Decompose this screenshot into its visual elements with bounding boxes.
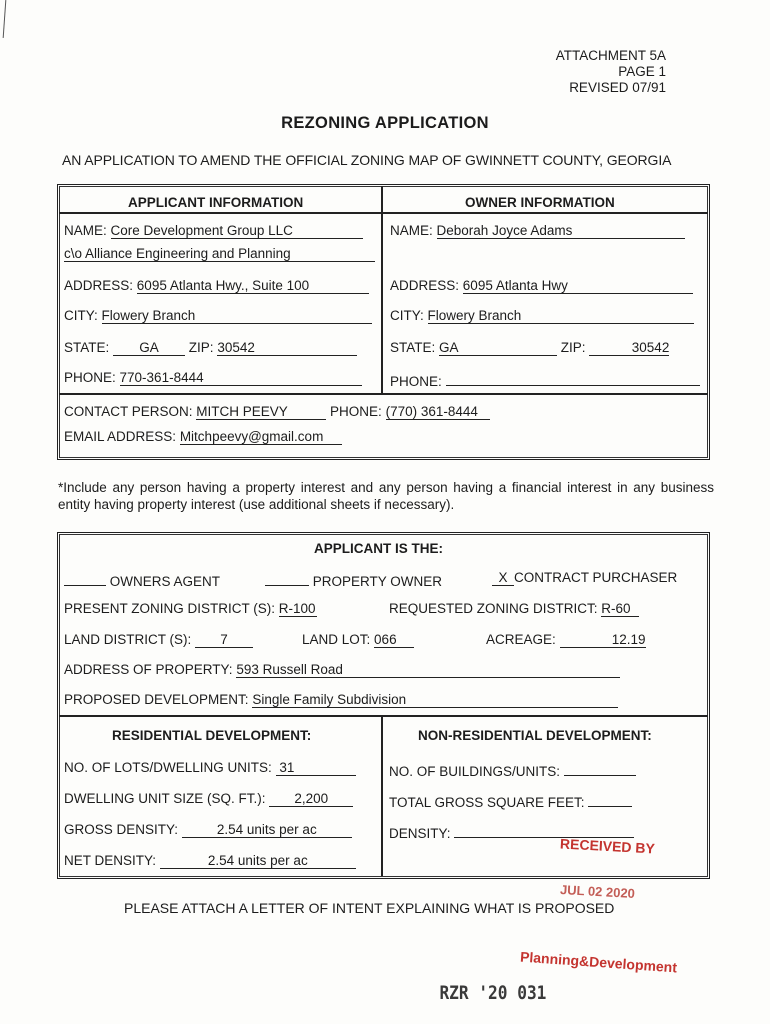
- department-stamp: Planning&Development: [519, 948, 678, 976]
- owner-address-row: [390, 278, 693, 294]
- net-density-row: [64, 853, 356, 869]
- total-sqft-row: [389, 791, 632, 810]
- nonres-density-label: DENSITY:: [389, 826, 451, 841]
- total-sqft-label: TOTAL GROSS SQUARE FEET:: [389, 795, 585, 810]
- subtitle: AN APPLICATION TO AMEND THE OFFICIAL ZONING MAP OF GWINNETT COUNTY, GEORGIA: [62, 152, 672, 168]
- owner-city-value: Flowery Branch: [427, 308, 522, 323]
- applicant-name-row: [64, 223, 363, 239]
- owner-address-value: 6095 Atlanta Hwy: [462, 278, 568, 293]
- applicant-zip-value: 30542: [217, 340, 255, 355]
- applicant-address-value: 6095 Atlanta Hwy., Suite 100: [136, 278, 310, 293]
- attachment-label: ATTACHMENT 5A: [555, 48, 666, 63]
- applicant-is-heading: APPLICANT IS THE:: [314, 541, 444, 556]
- contract-purchaser-option: [492, 570, 677, 586]
- contact-person-row: [64, 404, 490, 420]
- applicant-address-label: ADDRESS:: [64, 278, 134, 293]
- applicant-state-label: STATE:: [64, 340, 110, 355]
- requested-zoning-label: REQUESTED ZONING DISTRICT:: [389, 601, 598, 616]
- gross-density-row: [64, 822, 352, 838]
- present-zoning-row: [64, 601, 317, 617]
- development-divider: [59, 715, 708, 717]
- acreage-value: 12.19: [611, 632, 646, 647]
- acreage-row: [486, 632, 646, 648]
- owner-address-label: ADDRESS:: [390, 278, 460, 293]
- development-column-divider: [381, 716, 383, 876]
- lots-row: [64, 760, 356, 776]
- owner-name-value: Deborah Joyce Adams: [436, 223, 573, 238]
- contract-purchaser-label: CONTRACT PURCHASER: [514, 570, 678, 585]
- applicant-city-value: Flowery Branch: [101, 308, 196, 323]
- case-number: RZR '20 031: [439, 982, 547, 1004]
- contact-phone-label: PHONE:: [330, 404, 382, 419]
- unit-size-row: [64, 791, 353, 807]
- contact-email-label: EMAIL ADDRESS:: [64, 429, 177, 444]
- contact-email-row: [64, 429, 342, 445]
- net-density-label: NET DENSITY:: [64, 853, 157, 868]
- applicant-name-label: NAME:: [64, 223, 107, 238]
- revised-label: REVISED 07/91: [569, 80, 666, 95]
- residential-heading: RESIDENTIAL DEVELOPMENT:: [112, 728, 312, 743]
- property-owner-option: [265, 570, 442, 589]
- contact-phone-value: (770) 361-8444: [385, 404, 478, 419]
- owner-city-row: [390, 308, 694, 324]
- heading-divider: [59, 212, 708, 214]
- land-lot-value: 066: [374, 632, 397, 647]
- applicant-city-row: [64, 308, 372, 324]
- lots-value: 31: [279, 760, 295, 775]
- property-address-value: 593 Russell Road: [236, 662, 343, 677]
- owner-phone-label: PHONE:: [390, 374, 442, 389]
- land-lot-row: [302, 632, 414, 648]
- owners-agent-label: OWNERS AGENT: [109, 574, 221, 589]
- column-divider: [381, 186, 383, 394]
- acreage-label: ACREAGE:: [486, 632, 556, 647]
- owner-city-label: CITY:: [390, 308, 424, 323]
- buildings-row: [389, 760, 636, 779]
- property-interest-note: *Include any person having a property interest and any person having a financial interest in any business entity having property interest (use additional sheets if necessary).: [58, 480, 714, 512]
- applicant-zip-label: ZIP:: [188, 340, 214, 355]
- contact-email-value: Mitchpeevy@gmail.com: [179, 429, 324, 444]
- received-date-stamp: JUL 02 2020: [559, 882, 636, 901]
- contact-person-label: CONTACT PERSON:: [64, 404, 193, 419]
- owner-zip-label: ZIP:: [560, 340, 586, 355]
- requested-zoning-row: [389, 601, 639, 617]
- property-address-label: ADDRESS OF PROPERTY:: [64, 662, 233, 677]
- applicant-heading: APPLICANT INFORMATION: [128, 195, 304, 210]
- owner-state-label: STATE:: [390, 340, 436, 355]
- applicant-name-value: Core Development Group LLC: [110, 223, 293, 238]
- property-owner-label: PROPERTY OWNER: [312, 574, 443, 589]
- contact-divider: [59, 393, 708, 395]
- applicant-phone-label: PHONE:: [64, 370, 116, 385]
- scan-edge-line: [3, 0, 7, 38]
- letter-of-intent-note: PLEASE ATTACH A LETTER OF INTENT EXPLAINING WHAT IS PROPOSED: [124, 900, 615, 916]
- received-stamp: RECEIVED BY: [559, 835, 656, 857]
- present-zoning-label: PRESENT ZONING DISTRICT (S):: [64, 601, 276, 616]
- unit-size-label: DWELLING UNIT SIZE (SQ. FT.):: [64, 791, 266, 806]
- net-density-value: 2.54 units per ac: [207, 853, 308, 868]
- applicant-phone-value: 770-361-8444: [119, 370, 204, 385]
- property-address-row: [64, 662, 620, 678]
- applicant-state-value: GA: [139, 340, 159, 355]
- owner-state-value: GA: [439, 340, 459, 355]
- owner-phone-row: [390, 370, 700, 389]
- applicant-phone-row: [64, 370, 362, 386]
- applicant-address-row: [64, 278, 369, 294]
- proposed-development-value: Single Family Subdivision: [252, 692, 407, 707]
- requested-zoning-value: R-60: [601, 601, 631, 616]
- applicant-type-row: [64, 570, 220, 589]
- land-district-label: LAND DISTRICT (S):: [64, 632, 192, 647]
- owner-name-row: [390, 223, 685, 239]
- lots-label: NO. OF LOTS/DWELLING UNITS:: [64, 760, 272, 775]
- gross-density-value: 2.54 units per ac: [216, 822, 317, 837]
- gross-density-label: GROSS DENSITY:: [64, 822, 179, 837]
- proposed-development-label: PROPOSED DEVELOPMENT:: [64, 692, 249, 707]
- unit-size-value: 2,200: [294, 791, 329, 806]
- applicant-city-label: CITY:: [64, 308, 98, 323]
- buildings-label: NO. OF BUILDINGS/UNITS:: [389, 764, 561, 779]
- land-district-value: 7: [220, 632, 228, 647]
- owner-name-label: NAME:: [390, 223, 433, 238]
- applicant-name-line2-value: c\o Alliance Engineering and Planning: [64, 246, 291, 261]
- owner-state-row: [390, 340, 669, 356]
- present-zoning-value: R-100: [278, 601, 316, 616]
- proposed-development-row: [64, 692, 618, 708]
- land-district-row: [64, 632, 253, 648]
- owner-heading: OWNER INFORMATION: [465, 195, 615, 210]
- contract-purchaser-mark: X: [498, 570, 508, 585]
- owner-zip-value: 30542: [631, 340, 670, 355]
- applicant-name-line2-row: [64, 246, 375, 262]
- nonresidential-heading: NON-RESIDENTIAL DEVELOPMENT:: [418, 728, 652, 743]
- page-title: REZONING APPLICATION: [281, 114, 489, 132]
- land-lot-label: LAND LOT:: [302, 632, 371, 647]
- applicant-state-row: [64, 340, 357, 356]
- page-label: PAGE 1: [618, 64, 666, 79]
- contact-person-value: MITCH PEEVY: [196, 404, 288, 419]
